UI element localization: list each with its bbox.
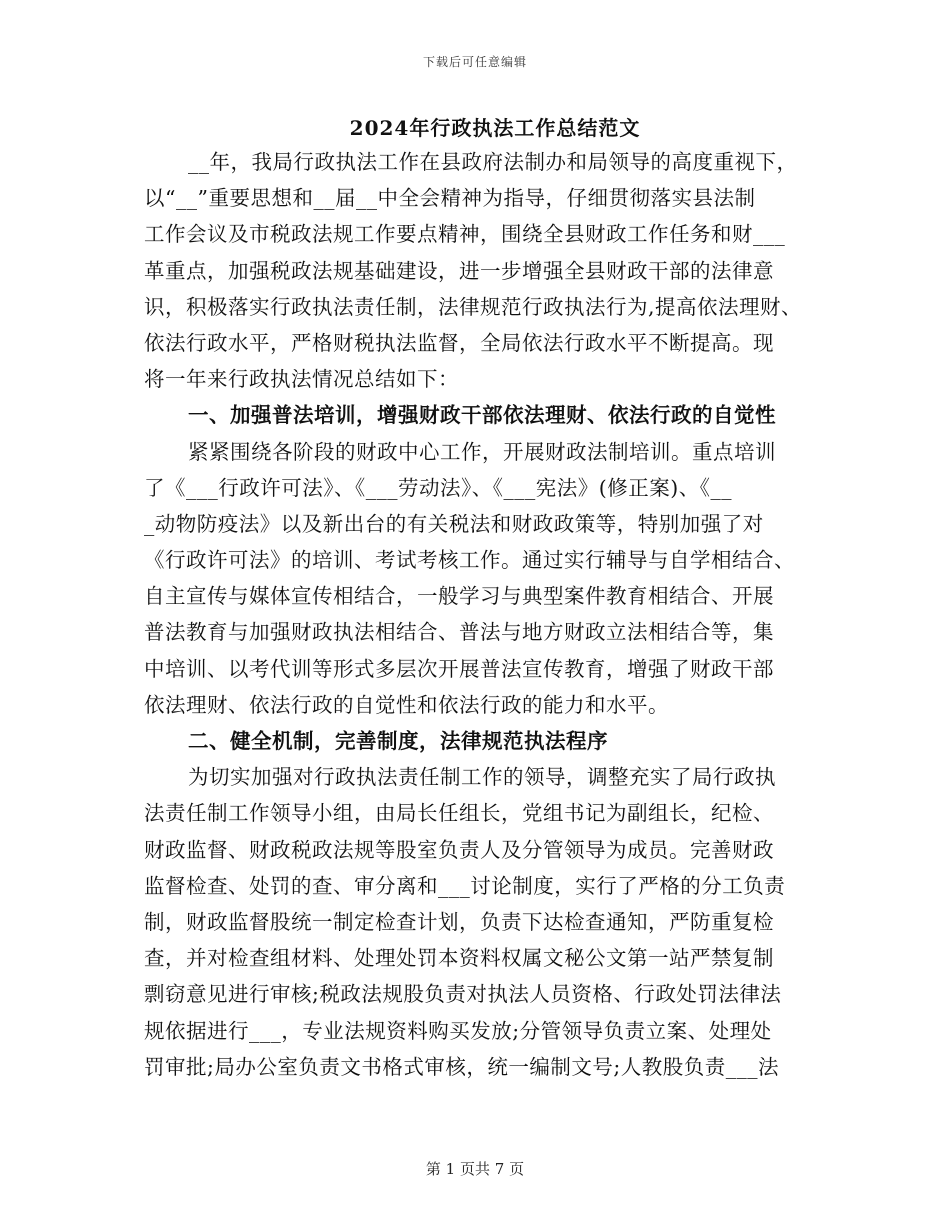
section-heading-2: 二、健全机制，完善制度，法律规范执法程序 bbox=[188, 729, 608, 753]
body-line: 《行政许可法》的培训、考试考核工作。通过实行辅导与自学相结合、 bbox=[144, 548, 795, 573]
body-line: 规依据进行___，专业法规资料购买发放;分管领导负责立案、处理处 bbox=[144, 1018, 772, 1043]
body-line: 自主宣传与媒体宣传相结合，一般学习与典型案件教育相结合、开展 bbox=[144, 584, 774, 609]
document-title: 2024年行政执法工作总结范文 bbox=[349, 116, 641, 140]
body-line: 普法教育与加强财政执法相结合、普法与地方财政立法相结合等，集 bbox=[144, 620, 774, 645]
body-line: 识，积极落实行政执法责任制，法律规范行政执法行为,提高依法理财、 bbox=[144, 294, 803, 319]
section-heading-1: 一、加强普法培训，增强财政干部依法理财、依法行政的自觉性 bbox=[188, 403, 776, 428]
body-line: 革重点，加强税政法规基础建设，进一步增强全县财政干部的法律意 bbox=[144, 258, 774, 283]
body-line: 法责任制工作领导小组，由局长任组长，党组书记为副组长，纪检、 bbox=[144, 801, 774, 826]
body-line: 依法行政水平，严格财税执法监督，全局依法行政水平不断提高。现 bbox=[144, 330, 774, 355]
body-line: 监督检查、处罚的查、审分离和___讨论制度，实行了严格的分工负责 bbox=[144, 873, 786, 898]
header-note: 下载后可任意编辑 bbox=[422, 55, 527, 69]
body-line: 剽窃意见进行审核;税政法规股负责对执法人员资格、行政处罚法律法 bbox=[144, 982, 782, 1007]
body-line: __年，我局行政执法工作在县政府法制办和局领导的高度重视下， bbox=[188, 150, 798, 174]
body-line: 查，并对检查组材料、处理处罚本资料权属文秘公文第一站严禁复制 bbox=[144, 946, 774, 971]
body-line: 罚审批;局办公室负责文书格式审核，统一编制文号;人教股负责___法 bbox=[144, 1054, 780, 1079]
body-line: 依法理财、依法行政的自觉性和依法行政的能力和水平。 bbox=[144, 692, 669, 717]
body-line: 财政监督、财政税政法规等股室负责人及分管领导为成员。完善财政 bbox=[144, 837, 774, 862]
body-line: 将一年来行政执法情况总结如下： bbox=[144, 367, 459, 392]
page-indicator: 第 1 页共 7 页 bbox=[425, 1160, 525, 1178]
body-line: _动物防疫法》以及新出台的有关税法和财政政策等，特别加强了对 bbox=[144, 511, 764, 536]
body-line: 中培训、以考代训等形式多层次开展普法宣传教育，增强了财政干部 bbox=[144, 656, 774, 681]
body-line: 为切实加强对行政执法责任制工作的领导，调整充实了局行政执 bbox=[188, 765, 776, 790]
body-line: 以“__”重要思想和__届__中全会精神为指导，仔细贯彻落实县法制 bbox=[144, 186, 756, 211]
body-line: 了《___行政许可法》、《___劳动法》、《___宪法》(修正案)、《__ bbox=[144, 475, 732, 500]
body-line: 工作会议及市税政法规工作要点精神，围绕全县财政工作任务和财___ bbox=[144, 222, 786, 247]
body-line: 制，财政监督股统一制定检查计划，负责下达检查通知，严防重复检 bbox=[144, 909, 774, 934]
body-line: 紧紧围绕各阶段的财政中心工作，开展财政法制培训。重点培训 bbox=[188, 439, 776, 464]
document-body bbox=[144, 148, 824, 1089]
